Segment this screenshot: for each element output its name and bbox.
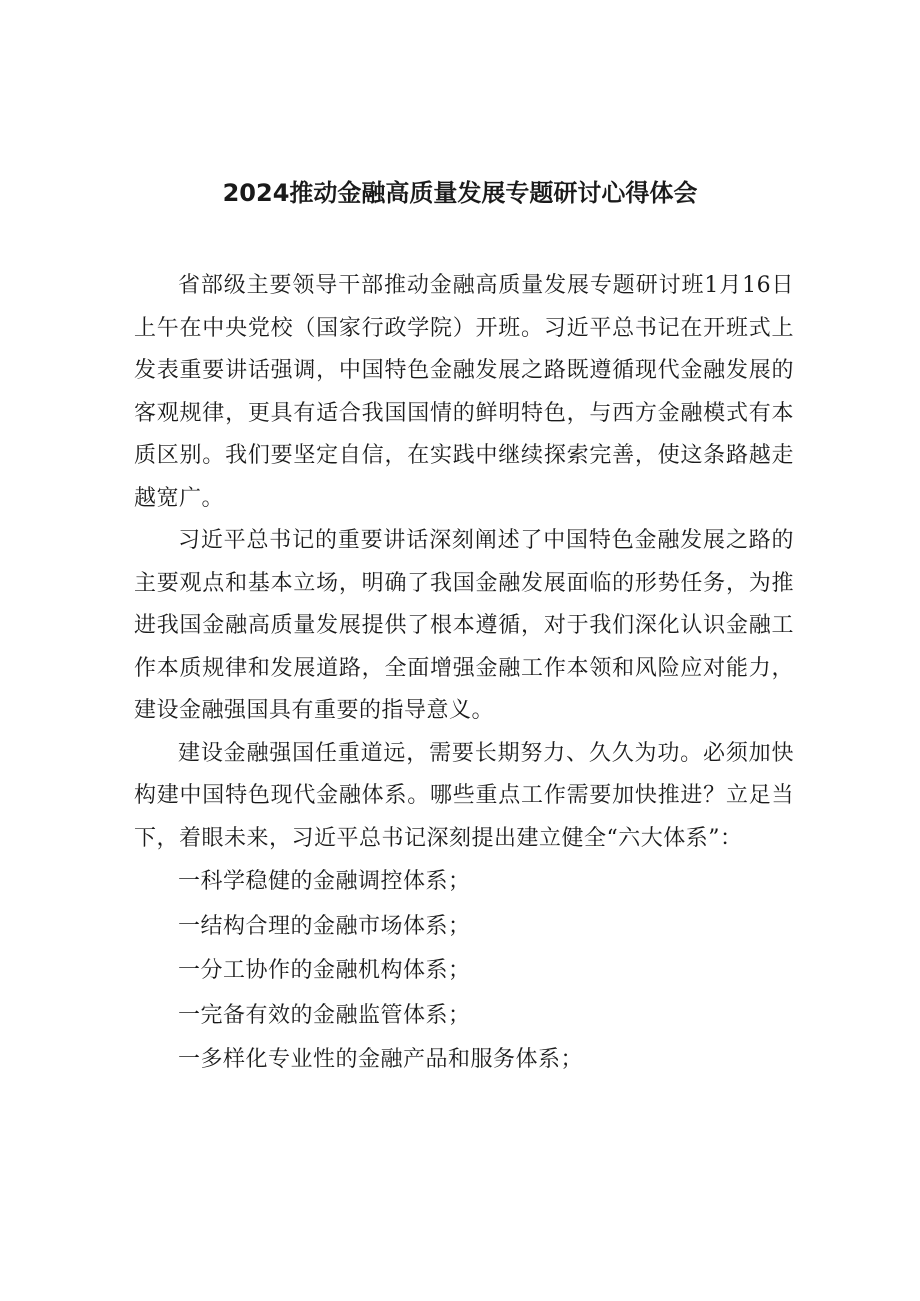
list-item: 一多样化专业性的金融产品和服务体系； xyxy=(178,1047,584,1072)
paragraph: 建设金融强国任重道远，需要长期努力、久久为功。必须加快构建中国特色现代金融体系。哪些重点工作需要加快推进？立足当下，着眼未来，习近平总书记深刻提出建立健全“六大体系”： xyxy=(134,740,794,851)
document-body xyxy=(134,265,794,1083)
list-item: 一结构合理的金融市场体系； xyxy=(178,913,471,939)
document-title: 2024推动金融高质量发展专题研讨心得体会 xyxy=(222,179,698,207)
paragraph: 省部级主要领导干部推动金融高质量发展专题研讨班1月16日上午在中央党校（国家行政学院）开班。习近平总书记在开班式上发表重要讲话强调，中国特色金融发展之路既遵循现代金融发展的客观规律，更具有适合我国国情的鲜明特色，与西方金融模式有本质区别。我们要坚定自信，在实践中继续探索完善，使这条路越走越宽广。 xyxy=(134,273,794,511)
list-item: 一分工协作的金融机构体系； xyxy=(178,958,471,983)
list-item: 一完备有效的金融监管体系； xyxy=(178,1002,471,1028)
list-item: 一科学稳健的金融调控体系； xyxy=(178,869,471,894)
paragraph: 习近平总书记的重要讲话深刻阐述了中国特色金融发展之路的主要观点和基本立场，明确了我国金融发展面临的形势任务，为推进我国金融高质量发展提供了根本遵循，对于我们深化认识金融工作本质规律和发展道路，全面增强金融工作本领和风险应对能力，建设金融强国具有重要的指导意义。 xyxy=(134,528,794,723)
